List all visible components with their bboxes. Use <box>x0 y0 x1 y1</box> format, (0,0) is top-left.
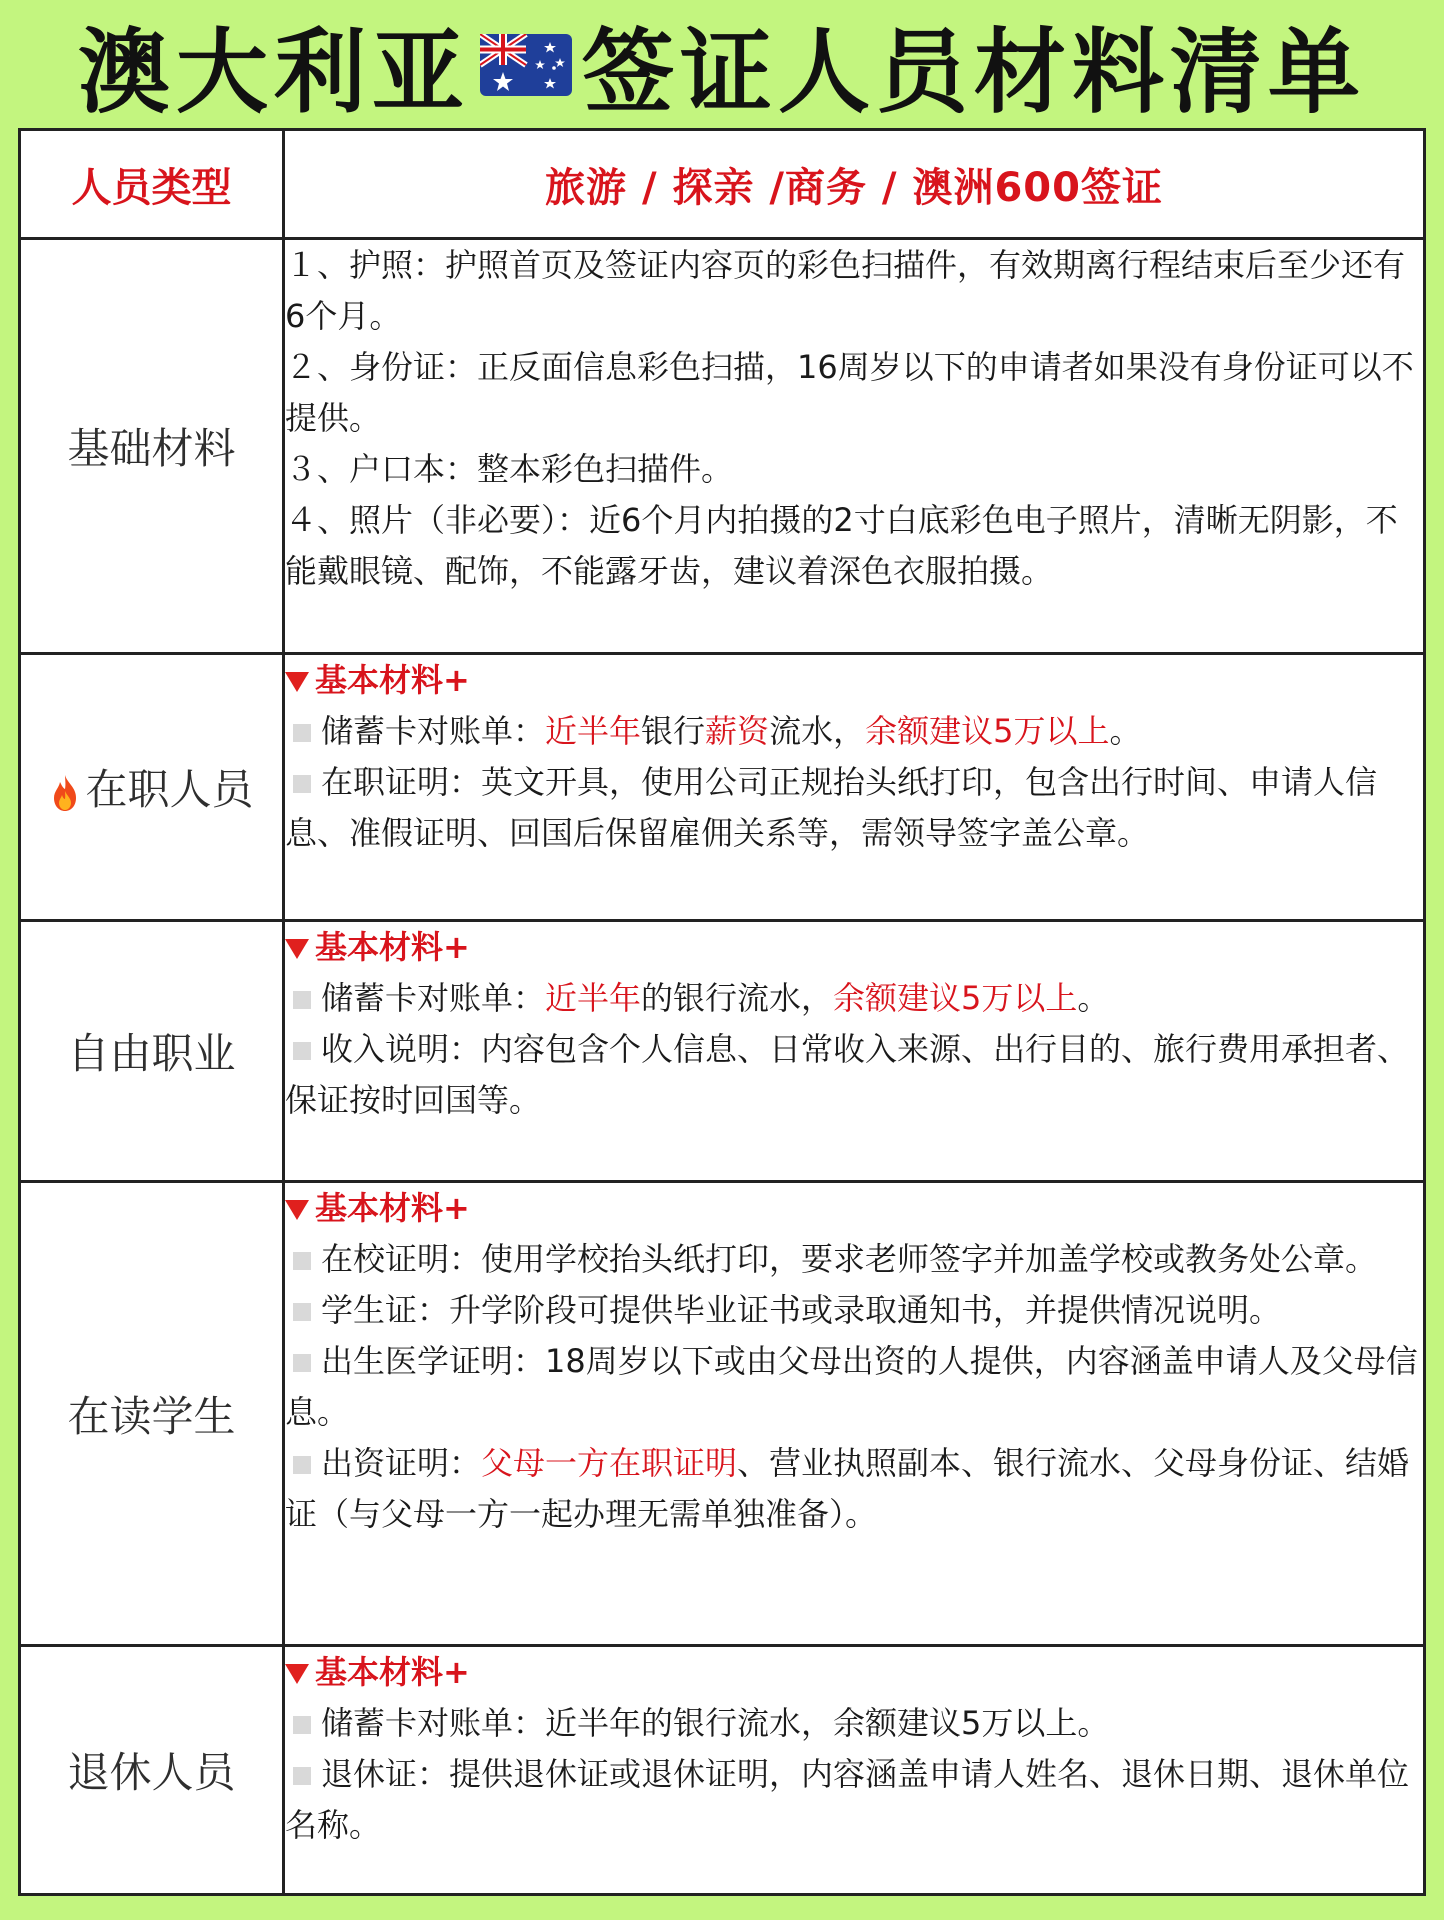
list-item: 在校证明：使用学校抬头纸打印，要求老师签字并加盖学校或教务处公章。 <box>285 1234 1423 1285</box>
table-row <box>20 654 1425 921</box>
bullet-square-icon <box>293 1252 311 1270</box>
section-head: 基本材料+ <box>285 1647 1423 1698</box>
table-row <box>20 921 1425 1182</box>
bullet-square-icon <box>293 1354 311 1372</box>
list-item: ２、身份证：正反面信息彩色扫描，16周岁以下的申请者如果没有身份证可以不提供。 <box>285 348 1414 437</box>
table-row <box>20 1182 1425 1646</box>
row-label: 在职人员 <box>85 765 254 814</box>
section-head: 基本材料+ <box>285 1183 1423 1234</box>
table-row <box>20 239 1425 654</box>
list-item: 储蓄卡对账单：近半年的银行流水，余额建议5万以上。 <box>285 973 1423 1024</box>
row-label: 在读学生 <box>20 1182 284 1646</box>
row-label-cell <box>20 654 284 921</box>
list-item: 储蓄卡对账单：近半年的银行流水，余额建议5万以上。 <box>285 1698 1423 1749</box>
section-head: 基本材料+ <box>285 655 1423 706</box>
bullet-square-icon <box>293 1716 311 1734</box>
row-content <box>284 239 1425 654</box>
header-visa: 旅游 / 探亲 /商务 / 澳洲600签证 <box>284 130 1425 239</box>
table-header-row <box>20 130 1425 239</box>
triangle-down-icon <box>285 1200 309 1220</box>
bullet-square-icon <box>293 724 311 742</box>
list-item: 退休证：提供退休证或退休证明，内容涵盖申请人姓名、退休日期、退休单位名称。 <box>285 1755 1410 1844</box>
australia-flag-icon <box>480 34 572 96</box>
row-label: 退休人员 <box>20 1646 284 1895</box>
list-item: 储蓄卡对账单：近半年银行薪资流水，余额建议5万以上。 <box>285 706 1423 757</box>
bullet-square-icon <box>293 775 311 793</box>
title-left: 澳大利亚 <box>77 19 470 126</box>
row-label: 基础材料 <box>20 239 284 654</box>
bullet-square-icon <box>293 1042 311 1060</box>
triangle-down-icon <box>285 672 309 692</box>
list-item: 在职证明：英文开具，使用公司正规抬头纸打印，包含出行时间、申请人信息、准假证明、回国后保留雇佣关系等，需领导签字盖公章。 <box>285 763 1378 852</box>
bullet-square-icon <box>293 1303 311 1321</box>
list-item: １、护照：护照首页及签证内容页的彩色扫描件，有效期离行程结束后至少还有6个月。 <box>285 246 1406 335</box>
row-content <box>284 921 1425 1182</box>
materials-table <box>18 128 1426 1896</box>
list-item: 出生医学证明：18周岁以下或由父母出资的人提供，内容涵盖申请人及父母信息。 <box>285 1342 1418 1431</box>
bullet-square-icon <box>293 1767 311 1785</box>
triangle-down-icon <box>285 1664 309 1684</box>
table-row <box>20 1646 1425 1895</box>
row-label: 自由职业 <box>20 921 284 1182</box>
row-content <box>284 1646 1425 1895</box>
fire-icon <box>49 773 81 813</box>
list-item: 收入说明：内容包含个人信息、日常收入来源、出行目的、旅行费用承担者、保证按时回国等。 <box>285 1030 1410 1119</box>
list-item: 出资证明：父母一方在职证明、营业执照副本、银行流水、父母身份证、结婚证（与父母一方一起办理无需单独准备）。 <box>285 1444 1410 1533</box>
list-item: 学生证：升学阶段可提供毕业证书或录取通知书，并提供情况说明。 <box>285 1285 1423 1336</box>
title-right: 签证人员材料清单 <box>582 19 1367 126</box>
list-item: ３、户口本：整本彩色扫描件。 <box>285 450 734 488</box>
bullet-square-icon <box>293 1456 311 1474</box>
header-type: 人员类型 <box>20 130 284 239</box>
row-content <box>284 654 1425 921</box>
triangle-down-icon <box>285 939 309 959</box>
page-title <box>0 0 1444 130</box>
bullet-square-icon <box>293 991 311 1009</box>
section-head: 基本材料+ <box>285 922 1423 973</box>
row-content <box>284 1182 1425 1646</box>
list-item: ４、照片（非必要）：近6个月内拍摄的2寸白底彩色电子照片，清晰无阴影，不能戴眼镜、配饰，不能露牙齿，建议着深色衣服拍摄。 <box>285 501 1398 590</box>
